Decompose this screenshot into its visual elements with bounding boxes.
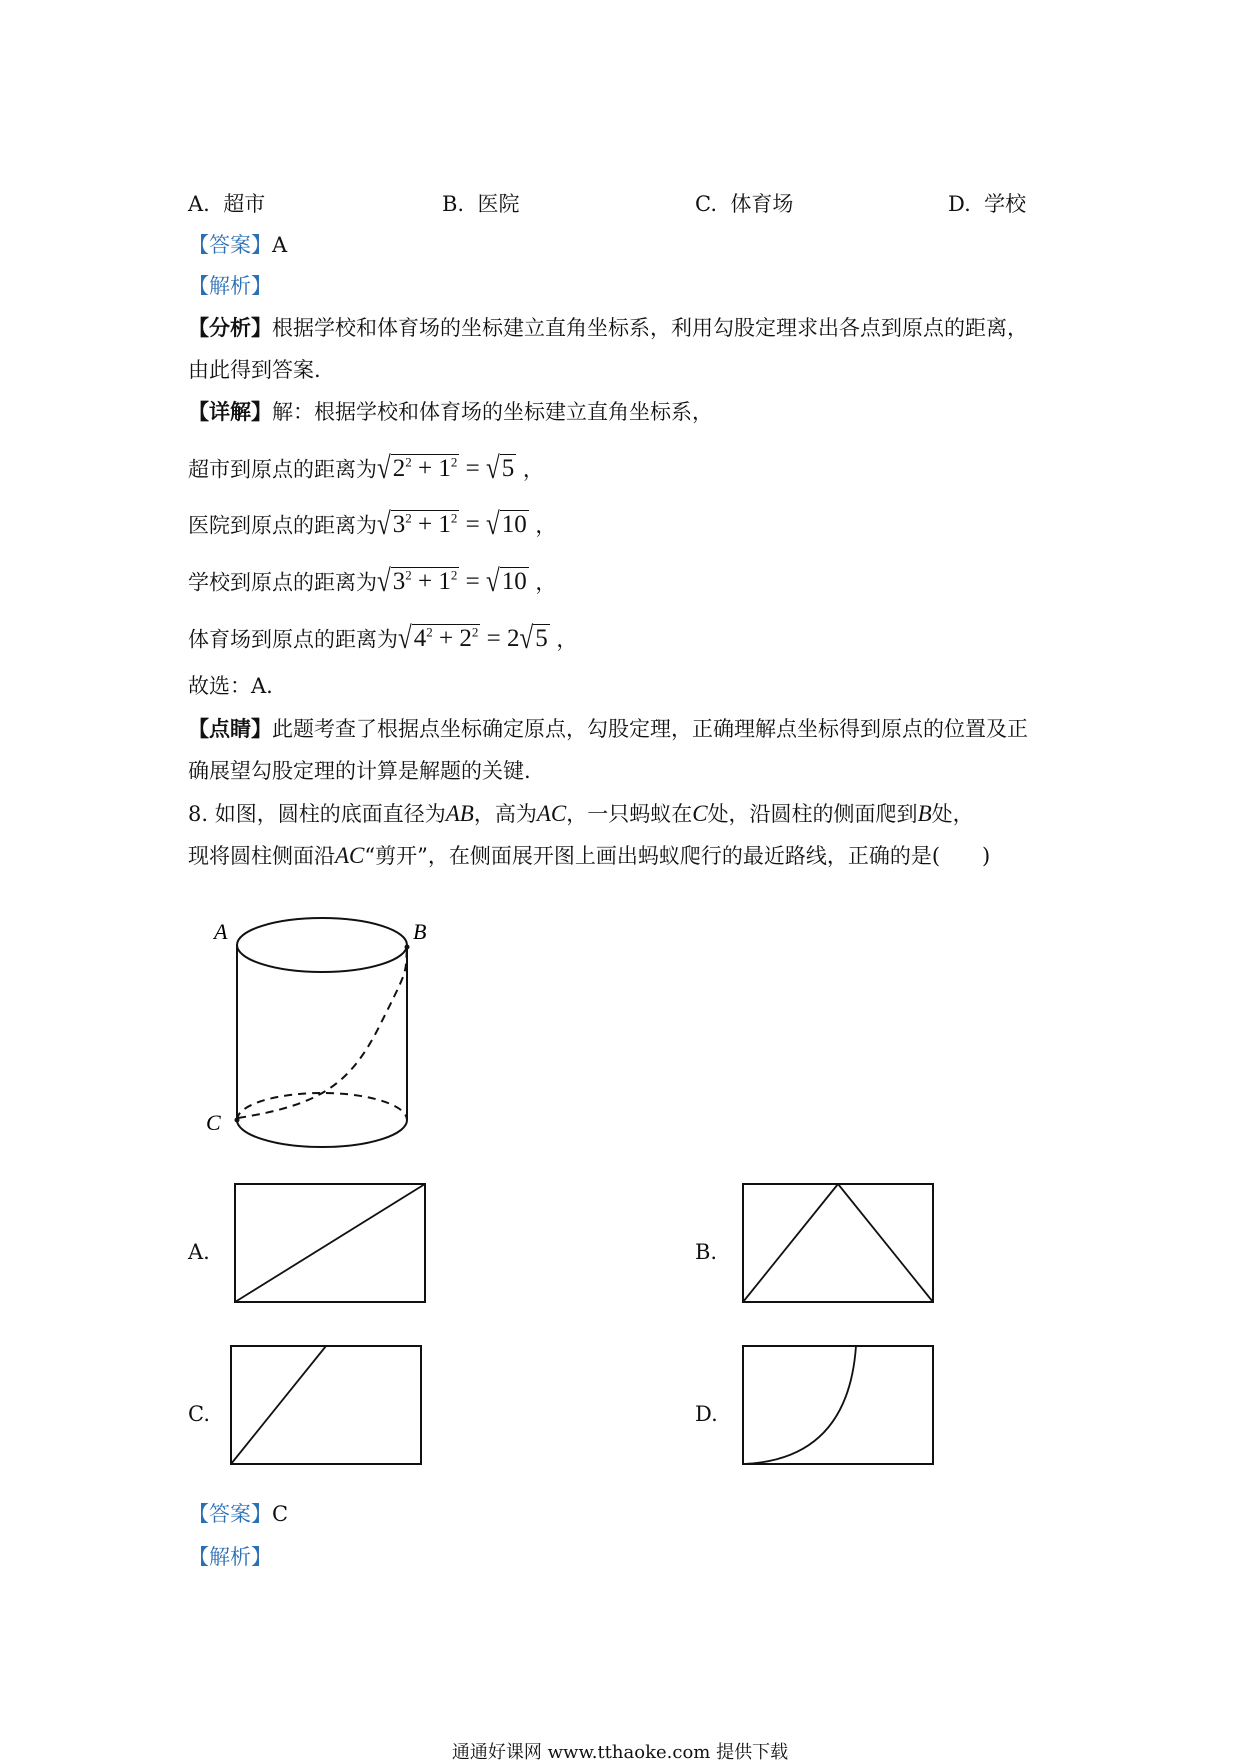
q7-dianjing: 【点睛】此题考查了根据点坐标确定原点，勾股定理，正确理解点坐标得到原点的位置及正 bbox=[188, 716, 1028, 741]
q7-option-a: A. 超市 bbox=[188, 192, 266, 216]
q7-xiangjie: 【详解】解：根据学校和体育场的坐标建立直角坐标系， bbox=[188, 399, 713, 424]
q7-row-supermarket: 超市到原点的距离为$√2^2 + 1^2 = √5$ ， bbox=[188, 451, 544, 486]
q8-option-b-label: B. bbox=[695, 1240, 718, 1264]
q7-answer: 【答案】A bbox=[188, 233, 288, 257]
page-footer: 通通好课网 www.tthaoke.com 提供下载 bbox=[451, 1742, 789, 1763]
q7-guxuan: 故选：A. bbox=[188, 674, 273, 698]
q8-stem-line1: 8. 如图，圆柱的底面直径为AB，高为AC，一只蚂蚁在C处，沿圆柱的侧面爬到B处， bbox=[188, 801, 974, 826]
q8-option-c-label: C. bbox=[188, 1402, 210, 1426]
q8-jiexi: 【解析】 bbox=[188, 1545, 272, 1569]
q7-dianjing-cont: 确展望勾股定理的计算是解题的关键. bbox=[188, 759, 531, 783]
q7-row-stadium: 体育场到原点的距离为$√4^2 + 2^2 = 2√5$ ， bbox=[188, 621, 578, 656]
q7-row-school: 学校到原点的距离为$√3^2 + 1^2 = √10$ ， bbox=[188, 564, 557, 599]
q8-stem-line2: 现将圆柱侧面沿AC“剪开”，在侧面展开图上画出蚂蚁爬行的最近路线，正确的是( ) bbox=[188, 843, 991, 868]
q7-option-b: B. 医院 bbox=[442, 192, 520, 216]
q7-option-c: C. 体育场 bbox=[695, 192, 794, 216]
q8-option-b-diagram bbox=[738, 1180, 938, 1310]
label-c: C bbox=[206, 1110, 221, 1135]
q7-fenxi: 【分析】根据学校和体育场的坐标建立直角坐标系，利用勾股定理求出各点到原点的距离， bbox=[188, 315, 1028, 340]
q8-answer: 【答案】C bbox=[188, 1502, 289, 1526]
label-b: B bbox=[413, 919, 427, 944]
label-a: A bbox=[214, 919, 228, 944]
q8-option-a-label: A. bbox=[188, 1240, 210, 1264]
answer-tag: 【答案】 bbox=[188, 233, 272, 257]
q7-jiexi: 【解析】 bbox=[188, 274, 272, 298]
q7-option-d: D. 学校 bbox=[948, 192, 1027, 216]
q7-fenxi-cont: 由此得到答案. bbox=[188, 358, 321, 382]
q8-option-c-diagram bbox=[226, 1342, 426, 1472]
q8-option-d-diagram bbox=[738, 1342, 938, 1472]
q8-option-d-label: D. bbox=[695, 1402, 718, 1426]
q8-option-a-diagram bbox=[230, 1180, 430, 1310]
q7-row-hospital: 医院到原点的距离为$√3^2 + 1^2 = √10$ ， bbox=[188, 507, 557, 542]
cylinder-figure bbox=[200, 905, 450, 1155]
